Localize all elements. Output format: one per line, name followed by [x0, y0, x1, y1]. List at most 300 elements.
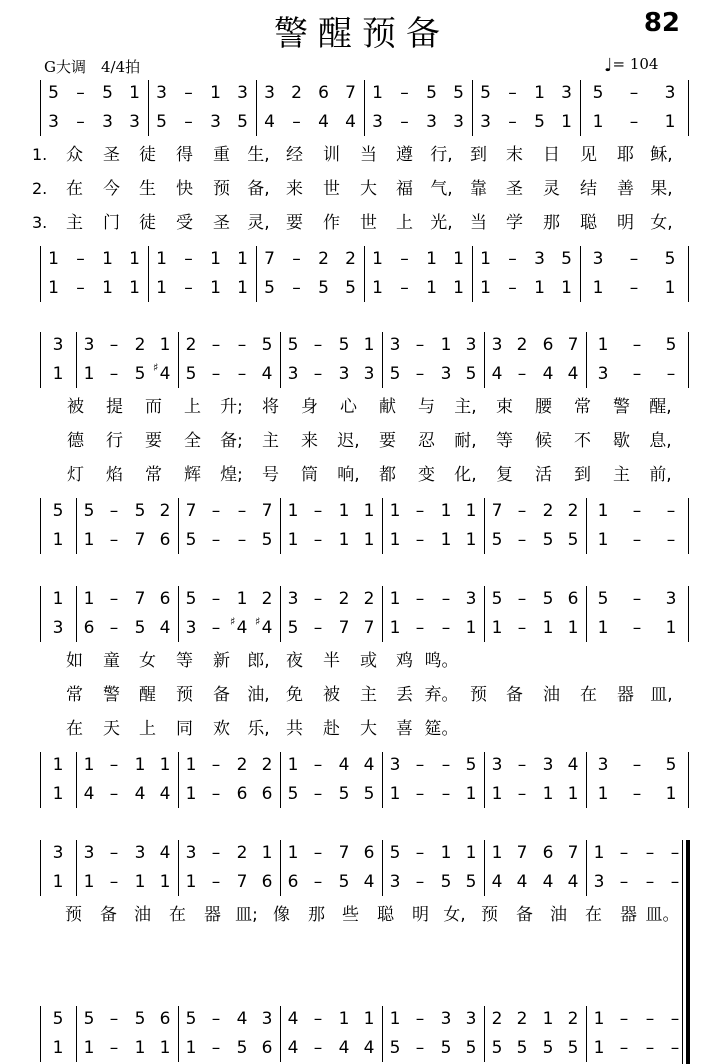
note: – [645, 1009, 655, 1029]
note: 5 [491, 1038, 503, 1058]
part-row-1 [0, 330, 724, 359]
note: 1 [389, 1009, 401, 1029]
note: – [415, 501, 425, 521]
note: 1 [159, 335, 171, 355]
note: 1 [567, 784, 579, 804]
lyric-row-3 [0, 712, 724, 746]
lyric-syllable: 油, [247, 685, 270, 705]
note: 3 [287, 589, 299, 609]
note: – [211, 755, 221, 775]
lyric-syllable: 耐, [454, 431, 477, 451]
note: 4 [134, 784, 146, 804]
note: 1 [210, 278, 221, 298]
note: 6 [287, 872, 299, 892]
note: 5 [345, 278, 356, 298]
part-row-3 [0, 244, 724, 273]
note: – [109, 335, 119, 355]
note: 1 [372, 278, 383, 298]
note: 3 [52, 618, 64, 638]
note: – [313, 1009, 323, 1029]
note: 3 [52, 335, 64, 355]
note: 1 [210, 249, 221, 269]
lyric-row-1 [0, 390, 724, 424]
note: 4 [491, 364, 503, 384]
lyric-syllable: 号 [262, 465, 279, 485]
note: – [109, 618, 119, 638]
lyric-syllable: 变 [418, 465, 435, 485]
lyric-syllable: 圣 [506, 179, 523, 199]
lyric-syllable: 筒 [301, 465, 318, 485]
lyric-syllable: 常 [145, 465, 162, 485]
note: 1 [440, 843, 452, 863]
note: 3 [440, 1009, 452, 1029]
part-row-1 [0, 584, 724, 613]
note: – [619, 1009, 629, 1029]
note: 1 [210, 83, 221, 103]
lyric-syllable: 徒 [139, 213, 156, 233]
note: 1 [664, 278, 676, 298]
part-row-2 [0, 867, 724, 896]
note: 7 [264, 249, 275, 269]
lyric-syllable: 醒, [649, 397, 672, 417]
lyric-syllable: 夜 [286, 651, 303, 671]
quarter-note-icon: ♩ [604, 55, 613, 76]
note: – [292, 278, 301, 298]
note: 5 [261, 335, 273, 355]
note: – [211, 364, 221, 384]
note: – [670, 843, 680, 863]
note: 3 [185, 618, 197, 638]
note: – [109, 784, 119, 804]
note: – [211, 501, 221, 521]
lyric-syllable: 遵 [396, 145, 413, 165]
lyric-syllable: 弃。 [424, 685, 459, 705]
note: 5 [83, 501, 95, 521]
lyric-syllable: 如 [66, 651, 83, 671]
note: – [211, 872, 221, 892]
note: 3 [491, 335, 503, 355]
key-signature: G大调 4/4拍 [44, 58, 141, 76]
note: – [109, 755, 119, 775]
lyric-syllable: 油 [550, 905, 567, 925]
tempo-marking [604, 55, 658, 76]
note: – [415, 1009, 425, 1029]
note: 2 [261, 589, 273, 609]
lyric-syllable: 备 [213, 685, 230, 705]
note: 5 [237, 112, 248, 132]
lyric-syllable: 福 [396, 179, 413, 199]
lyric-syllable: 要 [286, 213, 303, 233]
note: – [313, 335, 323, 355]
note: 5 [664, 249, 676, 269]
note: 4 [338, 755, 350, 775]
note: 2 [516, 1009, 528, 1029]
note: 5 [592, 83, 604, 103]
note: 1 [426, 249, 437, 269]
note: – [415, 843, 425, 863]
note: 1 [48, 278, 59, 298]
note: – [313, 872, 323, 892]
note: – [415, 530, 425, 550]
note: 7 [134, 530, 146, 550]
note: 4 [567, 364, 579, 384]
note: – [76, 112, 85, 132]
lyric-syllable: 赴 [323, 719, 340, 739]
lyric-syllable: 见 [580, 145, 597, 165]
note: 1 [83, 755, 95, 775]
note: – [508, 83, 517, 103]
note: 2 [134, 335, 146, 355]
note: 4 [363, 872, 375, 892]
note: 1 [83, 1038, 95, 1058]
lyric-syllable: 束 [496, 397, 513, 417]
note: – [670, 872, 680, 892]
lyric-syllable: 当 [360, 145, 377, 165]
note: 1 [102, 278, 113, 298]
note: 7 [338, 618, 350, 638]
lyric-syllable: 备 [506, 685, 523, 705]
lyric-syllable: 在 [66, 179, 83, 199]
note: 5 [453, 83, 464, 103]
lyric-syllable: 受 [176, 213, 193, 233]
lyric-syllable: 大 [360, 719, 377, 739]
note: – [517, 784, 527, 804]
note: 1 [426, 278, 437, 298]
lyric-syllable: 候 [535, 431, 552, 451]
lyric-syllable: 备 [100, 905, 117, 925]
note: 1 [465, 530, 477, 550]
lyric-syllable: 皿; [235, 905, 258, 925]
note: 4 [236, 618, 248, 638]
lyric-syllable: 末 [506, 145, 523, 165]
note: 3 [597, 364, 609, 384]
lyric-syllable: 等 [176, 651, 193, 671]
note: – [415, 872, 425, 892]
note: – [109, 364, 119, 384]
note: – [184, 249, 193, 269]
note: 1 [159, 755, 171, 775]
note: – [313, 784, 323, 804]
lyric-syllable: 在 [585, 905, 602, 925]
lyric-syllable: 警 [103, 685, 120, 705]
note: 2 [159, 501, 171, 521]
part-row-4 [0, 525, 724, 554]
note: – [211, 1038, 221, 1058]
lyric-syllable: 到 [574, 465, 591, 485]
note: 4 [567, 755, 579, 775]
note: – [211, 530, 221, 550]
note: 5 [363, 784, 375, 804]
lyric-syllable: 油 [543, 685, 560, 705]
lyric-syllable: 结 [580, 179, 597, 199]
lyric-syllable: 女 [139, 651, 156, 671]
note: 1 [237, 278, 248, 298]
lyric-syllable: 备, [247, 179, 270, 199]
note: 6 [261, 784, 273, 804]
note: 1 [593, 843, 605, 863]
note: – [629, 278, 639, 298]
lyric-syllable: 喜 [396, 719, 413, 739]
lyric-syllable: 学 [506, 213, 523, 233]
note: – [508, 249, 517, 269]
note: 5 [134, 1009, 146, 1029]
lyric-syllable: 作 [323, 213, 340, 233]
note: – [517, 589, 527, 609]
lyric-syllable: 明 [617, 213, 634, 233]
lyric-syllable: 被 [323, 685, 340, 705]
note: 4 [318, 112, 329, 132]
lyric-syllable: 皿, [650, 685, 673, 705]
note: – [517, 618, 527, 638]
note: 1 [83, 589, 95, 609]
note: – [645, 1038, 655, 1058]
note: – [109, 1038, 119, 1058]
note: – [313, 589, 323, 609]
note: 1 [134, 755, 146, 775]
lyric-syllable: 郎, [247, 651, 270, 671]
lyric-syllable: 圣 [213, 213, 230, 233]
verse-number: 2. [32, 179, 48, 198]
note: 5 [542, 589, 554, 609]
note: – [666, 501, 676, 521]
note: 3 [592, 249, 604, 269]
lyric-syllable: 预 [481, 905, 498, 925]
note: 1 [389, 530, 401, 550]
note: 5 [134, 364, 146, 384]
note: 3 [210, 112, 221, 132]
note: – [313, 530, 323, 550]
note: – [292, 249, 301, 269]
note: – [508, 112, 517, 132]
lyric-syllable: 光, [430, 213, 453, 233]
note: 1 [597, 530, 609, 550]
note: – [670, 1038, 680, 1058]
note: 1 [287, 501, 299, 521]
note: – [645, 872, 655, 892]
note: 3 [426, 112, 437, 132]
lyric-syllable: 同 [176, 719, 193, 739]
note: – [313, 1038, 323, 1058]
note: – [441, 784, 451, 804]
note: 1 [664, 112, 676, 132]
lyric-syllable: 迟, [337, 431, 360, 451]
note: 4 [264, 112, 275, 132]
note: 1 [465, 784, 477, 804]
note: 1 [592, 278, 604, 298]
lyric-syllable: 献 [379, 397, 396, 417]
note: 1 [453, 249, 464, 269]
lyric-syllable: 与 [418, 397, 435, 417]
note: 1 [338, 530, 350, 550]
note: 5 [261, 530, 273, 550]
note: 1 [480, 249, 491, 269]
lyric-syllable: 预 [176, 685, 193, 705]
lyric-syllable: 腰 [535, 397, 552, 417]
note: 4 [491, 872, 503, 892]
lyric-row-3 [0, 458, 724, 492]
lyric-syllable: 活 [535, 465, 552, 485]
note: 1 [52, 589, 64, 609]
note: 2 [542, 501, 554, 521]
note: – [211, 843, 221, 863]
note: – [184, 83, 193, 103]
note: – [313, 501, 323, 521]
lyric-syllable: 主 [613, 465, 630, 485]
note: – [237, 530, 247, 550]
note: 3 [480, 112, 491, 132]
note: 1 [542, 618, 554, 638]
note: 1 [440, 501, 452, 521]
note: – [76, 83, 85, 103]
note: 3 [338, 364, 350, 384]
lyric-syllable: 复 [496, 465, 513, 485]
note: – [211, 1009, 221, 1029]
lyric-syllable: 预 [65, 905, 82, 925]
note: 2 [363, 589, 375, 609]
note: – [211, 784, 221, 804]
lyric-row-2 [0, 172, 724, 206]
sharp-sign: ♯ [255, 615, 261, 628]
note: 1 [440, 530, 452, 550]
note: – [632, 755, 642, 775]
lyric-syllable: 常 [66, 685, 83, 705]
lyric-syllable: 煌; [220, 465, 243, 485]
part-row-1 [0, 78, 724, 107]
note: 1 [134, 872, 146, 892]
lyric-syllable: 生 [139, 179, 156, 199]
note: 5 [338, 335, 350, 355]
note: 2 [261, 755, 273, 775]
lyric-syllable: 日 [543, 145, 560, 165]
note: 1 [389, 589, 401, 609]
lyric-syllable: 常 [574, 397, 591, 417]
note: 3 [440, 364, 452, 384]
note: – [415, 755, 425, 775]
lyric-syllable: 鸣。 [424, 651, 459, 671]
note: 3 [134, 843, 146, 863]
lyric-syllable: 醒 [139, 685, 156, 705]
note: 4 [363, 755, 375, 775]
note: 5 [48, 83, 59, 103]
note: 4 [345, 112, 356, 132]
lyric-syllable: 训 [323, 145, 340, 165]
note: 5 [338, 784, 350, 804]
lyric-syllable: 化, [454, 465, 477, 485]
note: 3 [389, 872, 401, 892]
note: 5 [318, 278, 329, 298]
lyric-syllable: 都 [379, 465, 396, 485]
note: 2 [345, 249, 356, 269]
lyric-syllable: 预 [470, 685, 487, 705]
note: 3 [465, 335, 477, 355]
lyric-syllable: 女, [443, 905, 466, 925]
note: 3 [389, 335, 401, 355]
note: – [629, 112, 639, 132]
note: – [632, 335, 642, 355]
note: 1 [156, 278, 167, 298]
note: 1 [363, 501, 375, 521]
lyric-syllable: 共 [286, 719, 303, 739]
note: – [109, 1009, 119, 1029]
note: 6 [159, 530, 171, 550]
note: – [211, 618, 221, 638]
lyric-syllable: 世 [323, 179, 340, 199]
lyric-syllable: 果, [650, 179, 673, 199]
note: 4 [542, 872, 554, 892]
lyric-syllable: 新 [213, 651, 230, 671]
note: 1 [534, 278, 545, 298]
lyric-syllable: 免 [286, 685, 303, 705]
lyric-syllable: 上 [396, 213, 413, 233]
lyric-syllable: 或 [360, 651, 377, 671]
lyric-syllable: 主 [262, 431, 279, 451]
note: 3 [534, 249, 545, 269]
sharp-sign: ♯ [230, 615, 236, 628]
note: 6 [318, 83, 329, 103]
note: – [517, 755, 527, 775]
note: 2 [338, 589, 350, 609]
note: 6 [261, 872, 273, 892]
note: 1 [338, 1009, 350, 1029]
note: 7 [338, 843, 350, 863]
note: 4 [287, 1038, 299, 1058]
note: 3 [48, 112, 59, 132]
note: 1 [491, 618, 503, 638]
lyric-syllable: 生, [247, 145, 270, 165]
note: 3 [83, 335, 95, 355]
lyric-syllable: 前, [649, 465, 672, 485]
note: 6 [363, 843, 375, 863]
note: 5 [465, 872, 477, 892]
note: 1 [372, 83, 383, 103]
note: 2 [516, 335, 528, 355]
note: – [632, 364, 642, 384]
note: 1 [453, 278, 464, 298]
part-row-3 [0, 496, 724, 525]
note: 1 [236, 589, 248, 609]
lyric-syllable: 灵, [247, 213, 270, 233]
note: 5 [52, 1009, 64, 1029]
note: 6 [83, 618, 95, 638]
note: 1 [287, 843, 299, 863]
note: 5 [440, 1038, 452, 1058]
note: – [619, 843, 629, 863]
note: 3 [83, 843, 95, 863]
lyric-syllable: 提 [106, 397, 123, 417]
lyric-syllable: 世 [360, 213, 377, 233]
lyric-syllable: 焰 [106, 465, 123, 485]
note: 3 [665, 589, 677, 609]
note: 5 [465, 364, 477, 384]
lyric-syllable: 童 [103, 651, 120, 671]
note: 1 [363, 530, 375, 550]
lyric-syllable: 主 [66, 213, 83, 233]
note: 6 [542, 335, 554, 355]
note: 1 [597, 501, 609, 521]
note: 1 [561, 278, 572, 298]
note: 1 [129, 249, 140, 269]
note: 2 [236, 755, 248, 775]
note: – [184, 278, 193, 298]
lyric-syllable: 器 [204, 905, 221, 925]
note: 3 [453, 112, 464, 132]
tempo-value: = 104 [612, 55, 659, 73]
note: – [415, 618, 425, 638]
note: 2 [567, 1009, 579, 1029]
note: 1 [480, 278, 491, 298]
lyric-syllable: 警 [613, 397, 630, 417]
note: 5 [52, 501, 64, 521]
